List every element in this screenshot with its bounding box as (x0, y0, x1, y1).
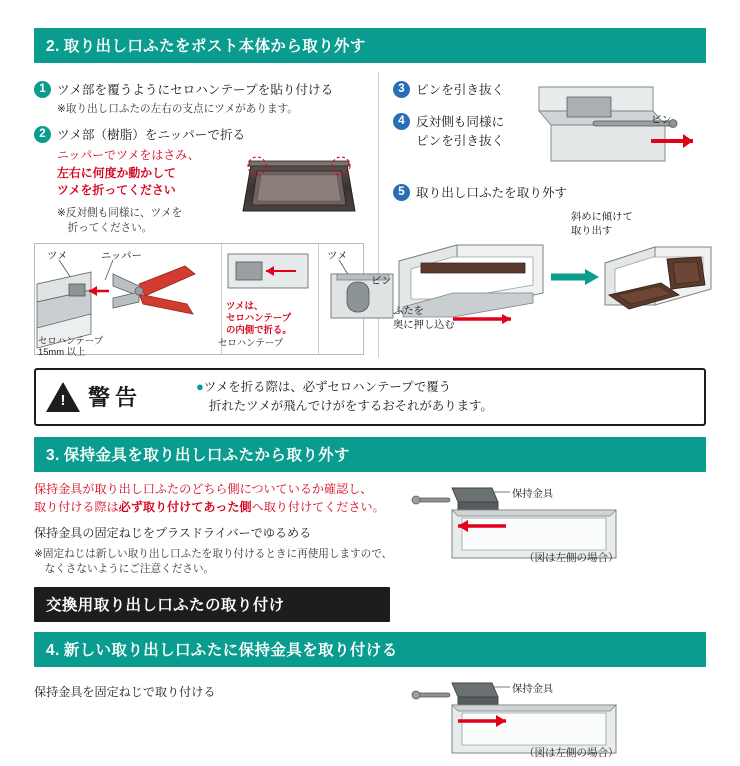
section-3-red-line-2c: へ取り付けてください。 (251, 499, 385, 514)
install-section-header (34, 587, 390, 622)
warning-body (196, 377, 493, 416)
section-2-right-column (378, 72, 717, 358)
section-3-red-line-1: 保持金具が取り出し口ふたのどちら側についているか確認し、 (34, 481, 373, 496)
warning-triangle-icon (46, 382, 80, 412)
step-2-note-1: ※反対側も同様に、ツメを (57, 207, 183, 220)
section-2-header (34, 28, 706, 63)
section-4-callout: 保持金具 (512, 683, 554, 695)
section-4-line-1: 保持金具を固定ねじで取り付ける (34, 684, 216, 699)
cellotape-left-caption (38, 335, 138, 359)
cellotape-right-caption (218, 335, 348, 359)
step-1-note: ※取り出し口ふたの左右の支点にツメがあります。 (57, 103, 298, 116)
warning-label (46, 381, 196, 412)
tilt-label-line-2: 取り出す (571, 225, 613, 237)
cellotape-right-label: セロハンテープ (218, 336, 284, 348)
section-3-callout: 保持金具 (512, 488, 554, 500)
section-2-body (34, 72, 706, 358)
install-section-title: 交換用取り出し口ふたの取り付け (46, 596, 285, 614)
step-2 (34, 126, 364, 144)
cellotape-left-line-1: セロハンテープ (38, 334, 104, 346)
section-3-title: 保持金具を取り出し口ふたから取り外す (63, 446, 350, 464)
section-3-text-column (34, 480, 398, 577)
step-4-badge: 4 (393, 113, 410, 130)
red-note-line-3: の内側で折る。 (226, 324, 292, 336)
lid-removal-illustration (393, 233, 717, 334)
warning-line-2: 折れたツメが飛んでけがをするおそれがあります。 (209, 399, 493, 414)
step-5-text: 取り出し口ふたを取り外す (416, 186, 568, 200)
step-4-text-line-2: ピンを引き抜く (416, 133, 505, 148)
step-3-badge: 3 (393, 81, 410, 98)
section-4-number: 4. (46, 641, 60, 659)
tsume-closeup-svg (222, 244, 318, 300)
section-2-title: 取り出し口ふたをポスト本体から取り外す (63, 38, 366, 55)
step-5-badge: 5 (393, 184, 410, 201)
step-1-text: ツメ部を覆うようにセロハンテープを貼り付ける (57, 83, 334, 97)
push-label-block (393, 305, 455, 332)
step-4 (393, 113, 533, 150)
section-3-header (34, 437, 706, 472)
red-note-line-2: セロハンテープ (226, 311, 292, 323)
step-2-badge: 2 (34, 126, 51, 143)
section-3-red-line-2b: 必ず取り付けてあった側 (118, 499, 252, 514)
step-2-text: ツメ部（樹脂）をニッパーで折る (57, 128, 246, 143)
section-4-illustration (406, 675, 706, 766)
label-pin: ピン (651, 115, 672, 126)
cellotape-left-line-2: 15mm 以上 (38, 346, 86, 358)
section-3-body (34, 480, 706, 577)
tilt-label-line-1: 斜めに傾けて (571, 212, 633, 224)
warning-line-1: ツメを折る際は、必ずセロハンテープで覆う (203, 380, 452, 395)
section-4-title: 新しい取り出し口ふたに保持金具を取り付ける (63, 641, 398, 659)
section-3-red-line-2 (34, 498, 398, 516)
push-label-line-2: 奥に押し込む (393, 319, 455, 331)
warning-word: 警告 (88, 385, 143, 411)
section-4-text-column (34, 675, 386, 766)
step-2-red-line-3: ツメを折ってください (57, 182, 176, 197)
step-2-red-block (57, 147, 235, 235)
step-1 (34, 81, 364, 99)
pin-pull-svg (533, 81, 709, 167)
section-3-red-line-2a: 取り付ける際は (34, 499, 119, 514)
step-3-text: ピンを引き抜く (416, 83, 505, 97)
label-tsume-right: ツメ (327, 250, 348, 262)
step-2-red-line-2: 左右に何度か動かして (57, 165, 176, 180)
pin-pull-illustration (533, 81, 709, 172)
warning-box (34, 368, 706, 425)
label-nipper: ニッパー (101, 250, 142, 262)
bullet-dot-icon: ● (196, 379, 204, 395)
step-4-text-line-1: 反対側も同様に (416, 115, 505, 130)
step-4-text (416, 113, 504, 150)
label-pin-right: ピン (371, 275, 392, 287)
section-3-note-1: ※固定ねじは新しい取り出し口ふたを取り付けるときに再使用しますので、 (34, 548, 393, 561)
step-2-red-line-1: ニッパーでツメをはさみ、 (57, 148, 200, 163)
warning-exclamation: ! (60, 391, 66, 409)
section-4-header (34, 632, 706, 667)
section-3-line-2: 保持金具の固定ねじをプラスドライバーでゆるめる (34, 525, 312, 540)
step-1-badge: 1 (34, 81, 51, 98)
section-3-caption: （図は左側の場合） (524, 551, 619, 564)
section-4-caption: （図は左側の場合） (524, 746, 619, 759)
red-note-line-1: ツメは、 (226, 299, 264, 311)
section-3-illustration (406, 480, 706, 577)
lid-overview-illustration (235, 147, 363, 235)
label-tsume-left: ツメ (47, 250, 68, 262)
lid-overview-svg (235, 147, 363, 219)
section-3-number: 3. (46, 446, 60, 464)
tilt-label-block (393, 205, 717, 237)
step-2-note-2: 折ってください。 (57, 221, 153, 234)
section-3-note-2: なくさないようにご注意ください。 (34, 562, 215, 575)
step-2-detail (34, 147, 364, 235)
step-3-row (393, 81, 717, 172)
section-4-body (34, 675, 706, 766)
panel-bottom-labels (34, 335, 364, 359)
step-5 (393, 184, 717, 202)
section-2-number: 2. (46, 38, 60, 55)
section-2-left-column (34, 72, 392, 358)
push-label-line-1: ふたを (393, 306, 424, 318)
step-3 (393, 81, 533, 99)
warning-line-1-row (196, 377, 493, 397)
